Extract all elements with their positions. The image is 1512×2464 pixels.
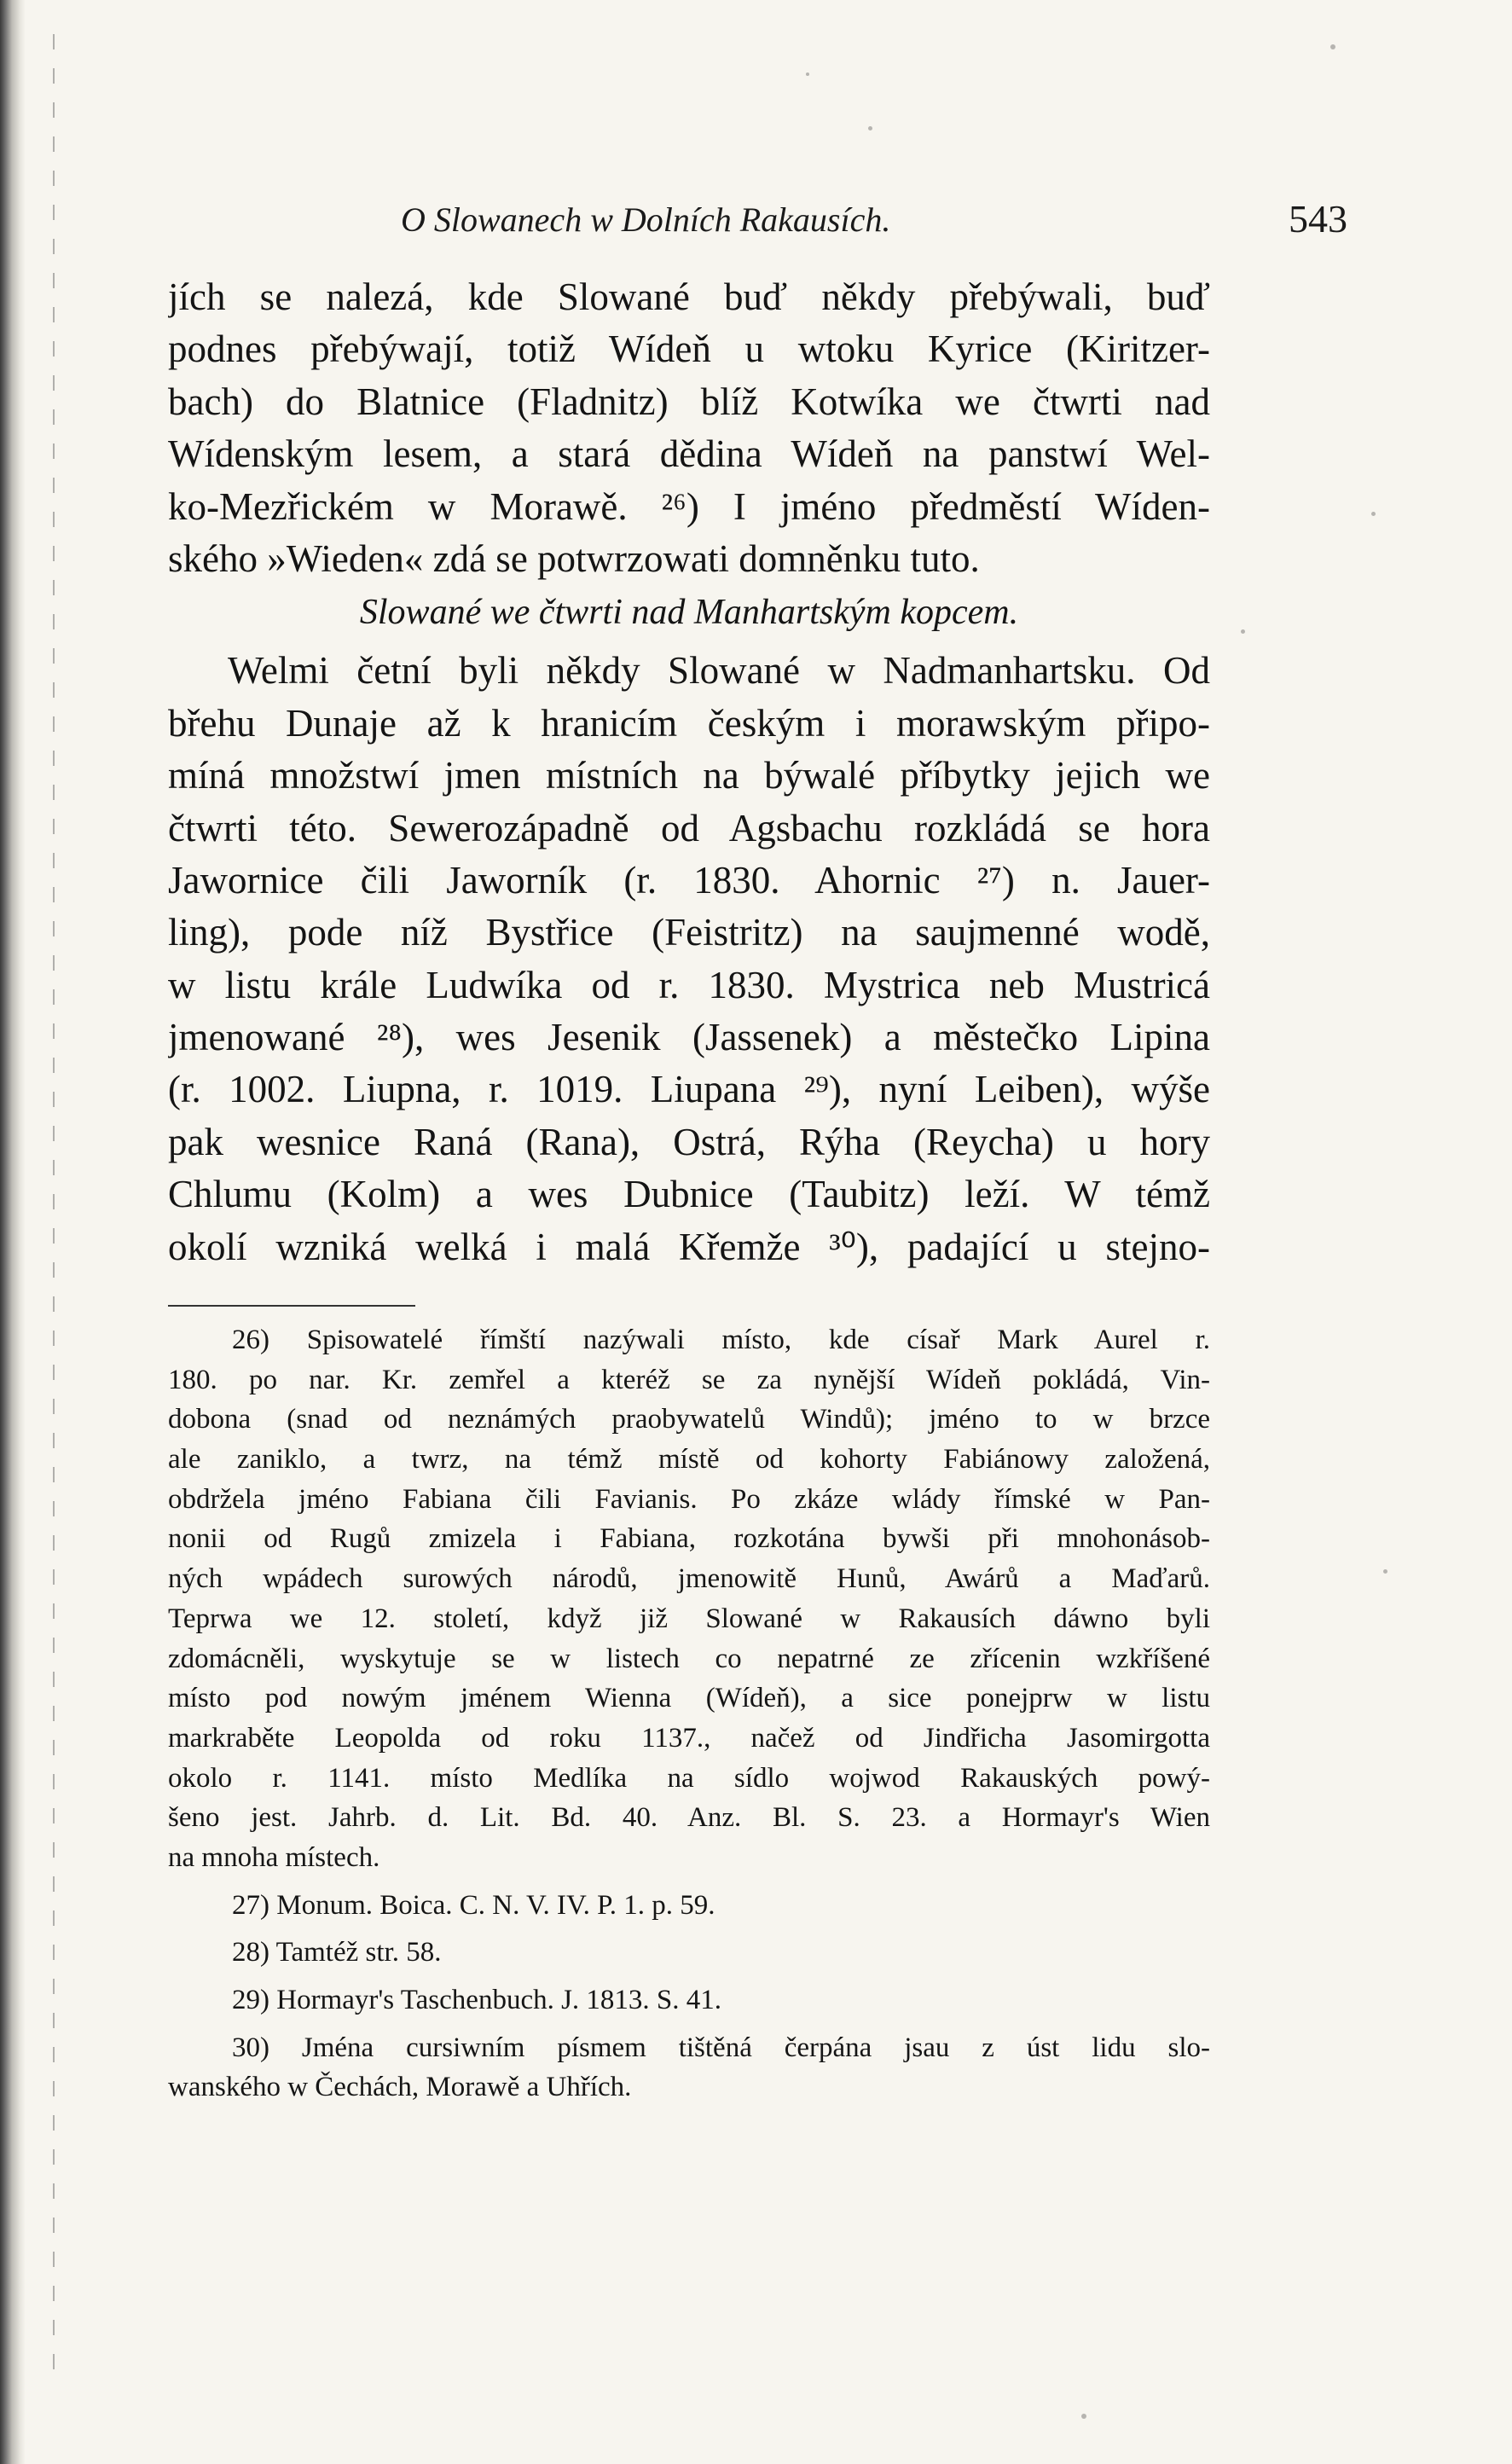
ink-speck <box>806 72 809 76</box>
ink-speck <box>1371 512 1376 516</box>
footnote-line: 29) Hormayr's Taschenbuch. J. 1813. S. 41. <box>232 1985 722 2015</box>
text-line: (r. 1002. Liupna, r. 1019. Liupana ²⁹), nyní Leiben), wýše <box>168 1068 1210 1111</box>
page-binding-shadow <box>0 0 26 2464</box>
footnote-30 <box>168 2028 1210 2107</box>
footnote-28 <box>168 1933 1210 1973</box>
text-line: pak wesnice Raná (Rana), Ostrá, Rýha (Reycha) u hory <box>168 1120 1210 1163</box>
text-line: okolí wzniká welká i malá Křemže ³⁰), padající u stejno- <box>168 1225 1210 1268</box>
text-line: bach) do Blatnice (Fladnitz) blíž Kotwíka we čtwrti nad <box>168 380 1210 423</box>
footnote-line: 180. po nar. Kr. zemřel a kteréž se za nynější Wídeň pokládá, Vin- <box>168 1364 1210 1395</box>
text-line: čtwrti této. Sewerozápadně od Agsbachu rozkládá se hora <box>168 806 1210 849</box>
footnote-27 <box>168 1886 1210 1926</box>
footnote-line: 30) Jména cursiwním písmem tištěná čerpána jsau z úst lidu slo- <box>232 2032 1210 2063</box>
running-head-title: O Slowanech w Dolních Rakausích. <box>401 200 891 239</box>
page-number: 543 <box>1289 197 1347 241</box>
footnote-line: obdržela jméno Fabiana čili Favianis. Po zkáze wlády římské w Pan- <box>168 1483 1210 1515</box>
footnote-line: šeno jest. Jahrb. d. Lit. Bd. 40. Anz. Bl. S. 23. a Hormayr's Wien <box>168 1802 1210 1834</box>
footnote-line: okolo r. 1141. místo Medlíka na sídlo wojwod Rakauských powý- <box>168 1762 1210 1794</box>
footnote-line: 26) Spisowatelé římští nazýwali místo, kde císař Mark Aurel r. <box>232 1325 1210 1355</box>
text-line: břehu Dunaje až k hranicím českým i morawským připo- <box>168 701 1210 745</box>
ink-speck <box>1081 2414 1086 2419</box>
text-line: ského »Wieden« zdá se potwrzowati domněnku tuto. <box>168 536 980 580</box>
footnote-line: místo pod nowým jménem Wienna (Wídeň), a sice ponejprw w listu <box>168 1683 1210 1714</box>
footnote-line: markraběte Leopolda od roku 1137., načež od Jindřicha Jasomirgotta <box>168 1722 1210 1754</box>
footnote-line: Teprwa we 12. století, když již Slowané w Rakausích dáwno byli <box>168 1603 1210 1634</box>
ink-speck <box>1241 629 1245 634</box>
text-line: jích se nalezá, kde Slowané buď někdy přebýwali, buď <box>168 275 1210 318</box>
text-line: ko-Mezřickém w Morawě. ²⁶) I jméno předměstí Wíden- <box>168 484 1210 528</box>
footnote-line: 27) Monum. Boica. C. N. V. IV. P. 1. p. 59. <box>232 1889 715 1921</box>
text-line: Jawornice čili Jaworník (r. 1830. Ahornic ²⁷) n. Jauer- <box>168 858 1210 902</box>
text-line: Wídenským lesem, a stará dědina Wídeň na panstwí Wel- <box>168 432 1210 476</box>
ink-speck <box>1383 1569 1387 1574</box>
section-heading: Slowané we čtwrti nad Manhartským kopcem. <box>359 593 1019 633</box>
footnote-line: ných wpádech surowých národů, jmenowitě Hunů, Awárů a Maďarů. <box>168 1563 1210 1595</box>
footnote-line: na mnoha místech. <box>168 1841 380 1873</box>
footnote-line: ale zaniklo, a twrz, na témž místě od kohorty Fabiánowy založená, <box>168 1444 1210 1476</box>
text-line: Welmi četní byli někdy Slowané w Nadmanhartsku. Od <box>228 649 1210 693</box>
footnotes <box>168 1320 1210 2107</box>
text-line: Chlumu (Kolm) a wes Dubnice (Taubitz) leží. W témž <box>168 1173 1210 1216</box>
text-line: jmenowané ²⁸), wes Jesenik (Jassenek) a městečko Lipina <box>168 1016 1210 1059</box>
footnote-line: dobona (snad od neznámých praobywatelů Windů); jméno to w brzce <box>168 1404 1210 1435</box>
footnote-29 <box>168 1980 1210 2020</box>
running-head <box>171 193 1347 244</box>
text-line: ling), pode níž Bystřice (Feistritz) na saujmenné wodě, <box>168 911 1210 954</box>
footnote-26 <box>168 1320 1210 1878</box>
footnote-line: wanského w Čechách, Morawě a Uhřích. <box>168 2072 632 2103</box>
text-line: podnes přebýwají, totiž Wídeň u wtoku Kyrice (Kiritzer- <box>168 328 1210 371</box>
footnote-line: zdomácněli, wyskytuje se w listech co nepatrné ze zřícenin wzkříšené <box>168 1643 1210 1674</box>
footnote-rule <box>168 1305 415 1307</box>
main-text <box>168 271 1210 1273</box>
ink-speck <box>1330 44 1335 49</box>
footnote-line: nonii od Rugů zmizela i Fabiana, rozkotána bywši při mnohonásob- <box>168 1523 1210 1555</box>
text-line: míná množstwí jmen místních na býwalé příbytky jejich we <box>168 754 1210 797</box>
ink-speck <box>868 126 872 130</box>
footnote-line: 28) Tamtéž str. 58. <box>232 1937 442 1968</box>
page-edge-line <box>53 34 55 2388</box>
text-line: w listu krále Ludwíka od r. 1830. Mystrica neb Mustricá <box>168 963 1210 1006</box>
